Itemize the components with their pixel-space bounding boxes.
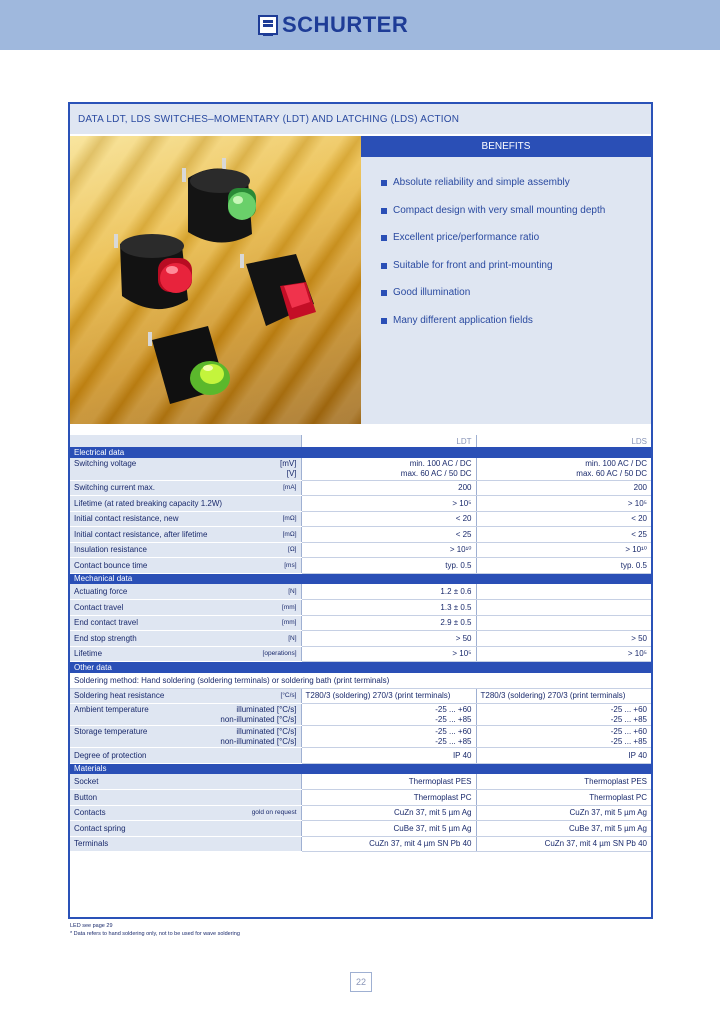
- benefit-item: Compact design with very small mounting depth: [381, 205, 605, 233]
- benefit-item: Many different application fields: [381, 315, 605, 343]
- switch-red-left: [114, 234, 192, 309]
- table-row: Lifetime (at rated breaking capacity 1.2W) > 10⁵ > 10⁵: [70, 496, 651, 512]
- switch-green-top: [182, 158, 256, 243]
- col-lds: LDS: [476, 435, 651, 447]
- table-row: Contacts gold on request CuZn 37, mit 5 µm Ag CuZn 37, mit 5 µm Ag: [70, 805, 651, 821]
- bullet-icon: [381, 208, 387, 214]
- product-photo: [70, 136, 361, 424]
- col-ldt: LDT: [301, 435, 476, 447]
- table-row: Switching current max. [mA] 200 200: [70, 480, 651, 496]
- section-mechanical: Mechanical data: [70, 573, 651, 584]
- benefit-item: Excellent price/performance ratio: [381, 232, 605, 260]
- table-row: Contact spring CuBe 37, mit 5 µm Ag CuBe 37, mit 5 µm Ag: [70, 821, 651, 837]
- table-row: Actuating force [N] 1.2 ± 0.6: [70, 584, 651, 600]
- switch-red-right: [240, 254, 316, 326]
- table-row: Button Thermoplast PC Thermoplast PC: [70, 790, 651, 806]
- schurter-logo: [258, 13, 408, 37]
- table-row: End stop strength [N] > 50 > 50: [70, 631, 651, 647]
- schurter-logo-icon: [258, 15, 278, 35]
- table-row: Degree of protection IP 40 IP 40: [70, 748, 651, 764]
- footnote-led: LED see page 29: [70, 923, 113, 929]
- table-row: Socket Thermoplast PES Thermoplast PES: [70, 774, 651, 790]
- benefits-heading: BENEFITS: [361, 136, 651, 157]
- header-bar: [0, 0, 720, 50]
- bullet-icon: [381, 180, 387, 186]
- bullet-icon: [381, 235, 387, 241]
- section-other: Other data: [70, 662, 651, 673]
- footnote-soldering: * Data refers to hand soldering only, not to be used for wave soldering: [70, 931, 240, 937]
- table-row: Insulation resistance [Ω] > 10¹⁰ > 10¹⁰: [70, 542, 651, 558]
- table-row: Soldering heat resistance [°C/s] T280/3 (soldering) 270/3 (print terminals) T280/3 (soldering) 270/3 (print terminals): [70, 688, 651, 704]
- table-row: Contact travel [mm] 1.3 ± 0.5: [70, 600, 651, 616]
- table-row: Switching voltage [mV] [V] min. 100 AC / DC max. 60 AC / 50 DC min. 100 AC / DC max. 60 AC / 50 DC: [70, 458, 651, 480]
- benefit-item: Good illumination: [381, 287, 605, 315]
- table-row: Initial contact resistance, new [mΩ] < 20 < 20: [70, 511, 651, 527]
- spec-table: [70, 435, 651, 852]
- benefits-panel: [361, 157, 651, 424]
- section-electrical: Electrical data: [70, 447, 651, 458]
- table-row: Initial contact resistance, after lifetime [mΩ] < 25 < 25: [70, 527, 651, 543]
- bullet-icon: [381, 263, 387, 269]
- table-row: Contact bounce time [ms] typ. 0.5 typ. 0.5: [70, 558, 651, 574]
- section-materials: Materials: [70, 763, 651, 774]
- switches-illustration: [70, 136, 361, 424]
- table-row: Terminals CuZn 37, mit 4 µm SN Pb 40 CuZn 37, mit 4 µm SN Pb 40: [70, 836, 651, 852]
- table-header-row: [70, 435, 651, 447]
- benefits-list: [381, 177, 605, 342]
- table-row: Lifetime [operations] > 10⁵ > 10⁵: [70, 646, 651, 662]
- table-row: Storage temperature illuminated [°C/s] non-illuminated [°C/s] -25 ... +60 -25 ... +85 -25 ... +60 -25 ... +85: [70, 726, 651, 748]
- table-row: Ambient temperature illuminated [°C/s] non-illuminated [°C/s] -25 ... +60 -25 ... +85 -25 ... +60 -25 ... +85: [70, 704, 651, 726]
- bullet-icon: [381, 318, 387, 324]
- bullet-icon: [381, 290, 387, 296]
- table-row: Soldering method: Hand soldering (soldering terminals) or soldering bath (print terminals): [70, 673, 651, 689]
- switch-green-bottom: [148, 326, 230, 404]
- table-row: End contact travel [mm] 2.9 ± 0.5: [70, 615, 651, 631]
- footnotes: [70, 922, 240, 938]
- page-number: 22: [350, 972, 372, 992]
- benefit-item: Suitable for front and print-mounting: [381, 260, 605, 288]
- brand-name: SCHURTER: [282, 12, 409, 37]
- benefit-item: Absolute reliability and simple assembly: [381, 177, 605, 205]
- page-title: DATA LDT, LDS SWITCHES–MOMENTARY (LDT) AND LATCHING (LDS) ACTION: [70, 104, 651, 134]
